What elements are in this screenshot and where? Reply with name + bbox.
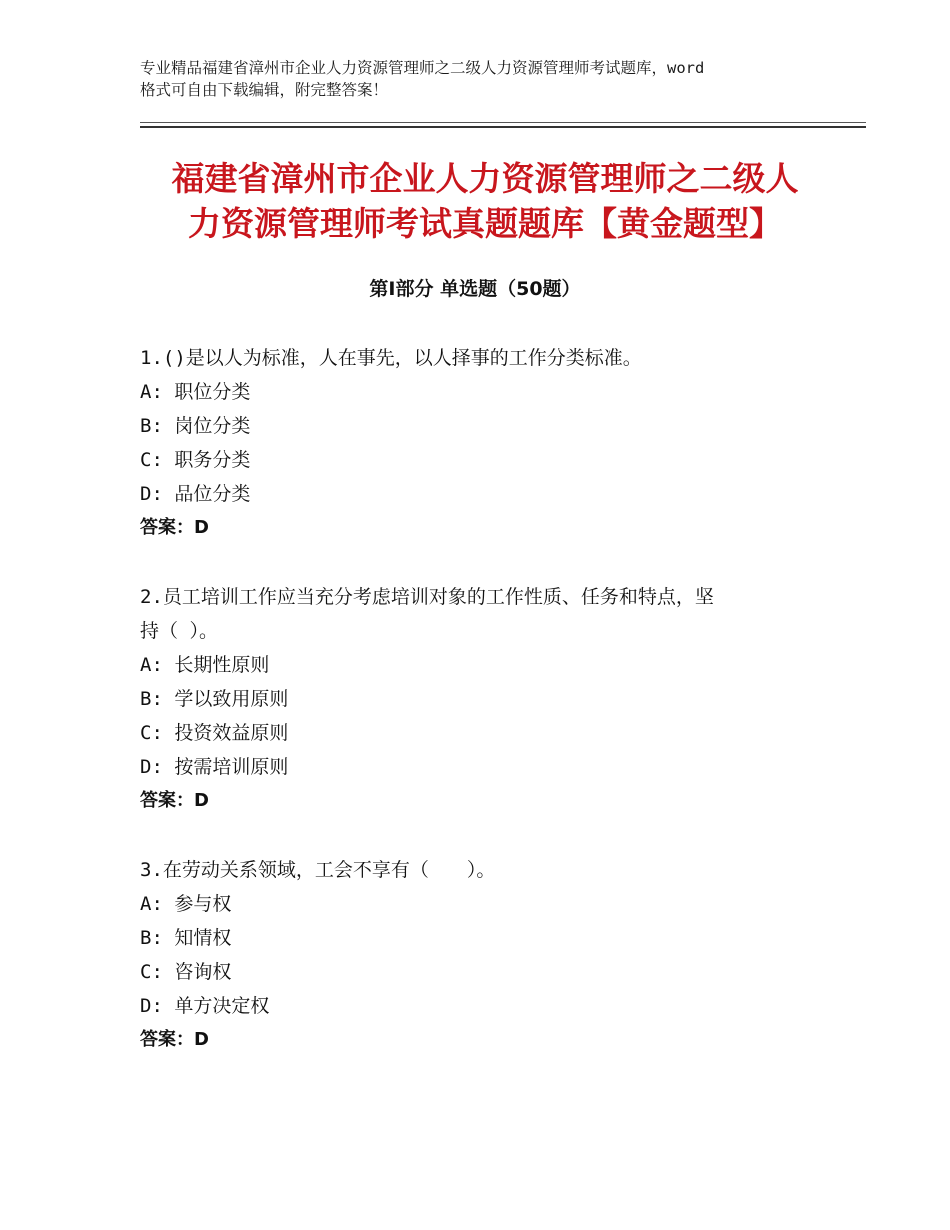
question-2 (140, 580, 840, 818)
question-stem: 3.在劳动关系领域，工会不享有（ ）。 (140, 859, 496, 881)
answer: 答案：D (140, 517, 209, 538)
title-line-1: 福建省漳州市企业人力资源管理师之二级人 (171, 159, 799, 198)
option-b: B: 岗位分类 (140, 415, 251, 437)
question-stem-line-1: 2.员工培训工作应当充分考虑培训对象的工作性质、任务和特点，坚 (140, 586, 714, 608)
title-line-2: 力资源管理师考试真题题库【黄金题型】 (188, 204, 782, 243)
option-b: B: 学以致用原则 (140, 688, 289, 710)
question-3 (140, 853, 840, 1057)
section-heading: 第Ⅰ部分 单选题（50题） (369, 278, 581, 300)
option-c: C: 投资效益原则 (140, 722, 289, 744)
answer: 答案：D (140, 790, 209, 811)
answer: 答案：D (140, 1029, 209, 1050)
question-stem-line-2: 持（ ）。 (140, 620, 218, 642)
document-title (140, 156, 830, 246)
option-b: B: 知情权 (140, 927, 232, 949)
option-c: C: 职务分类 (140, 449, 251, 471)
header-note-line-2: 格式可自由下载编辑，附完整答案！ (140, 81, 389, 99)
option-a: A: 职位分类 (140, 381, 251, 403)
header-divider-thick (140, 126, 866, 128)
option-a: A: 长期性原则 (140, 654, 270, 676)
option-c: C: 咨询权 (140, 961, 232, 983)
question-1 (140, 341, 840, 545)
header-divider-thin (140, 122, 866, 123)
option-d: D: 按需培训原则 (140, 756, 289, 778)
header-note-line-1: 专业精品福建省漳州市企业人力资源管理师之二级人力资源管理师考试题库，word (140, 59, 705, 77)
option-a: A: 参与权 (140, 893, 232, 915)
question-stem: 1.()是以人为标准，人在事先，以人择事的工作分类标准。 (140, 347, 642, 369)
option-d: D: 品位分类 (140, 483, 251, 505)
header-note (140, 57, 830, 101)
option-d: D: 单方决定权 (140, 995, 270, 1017)
